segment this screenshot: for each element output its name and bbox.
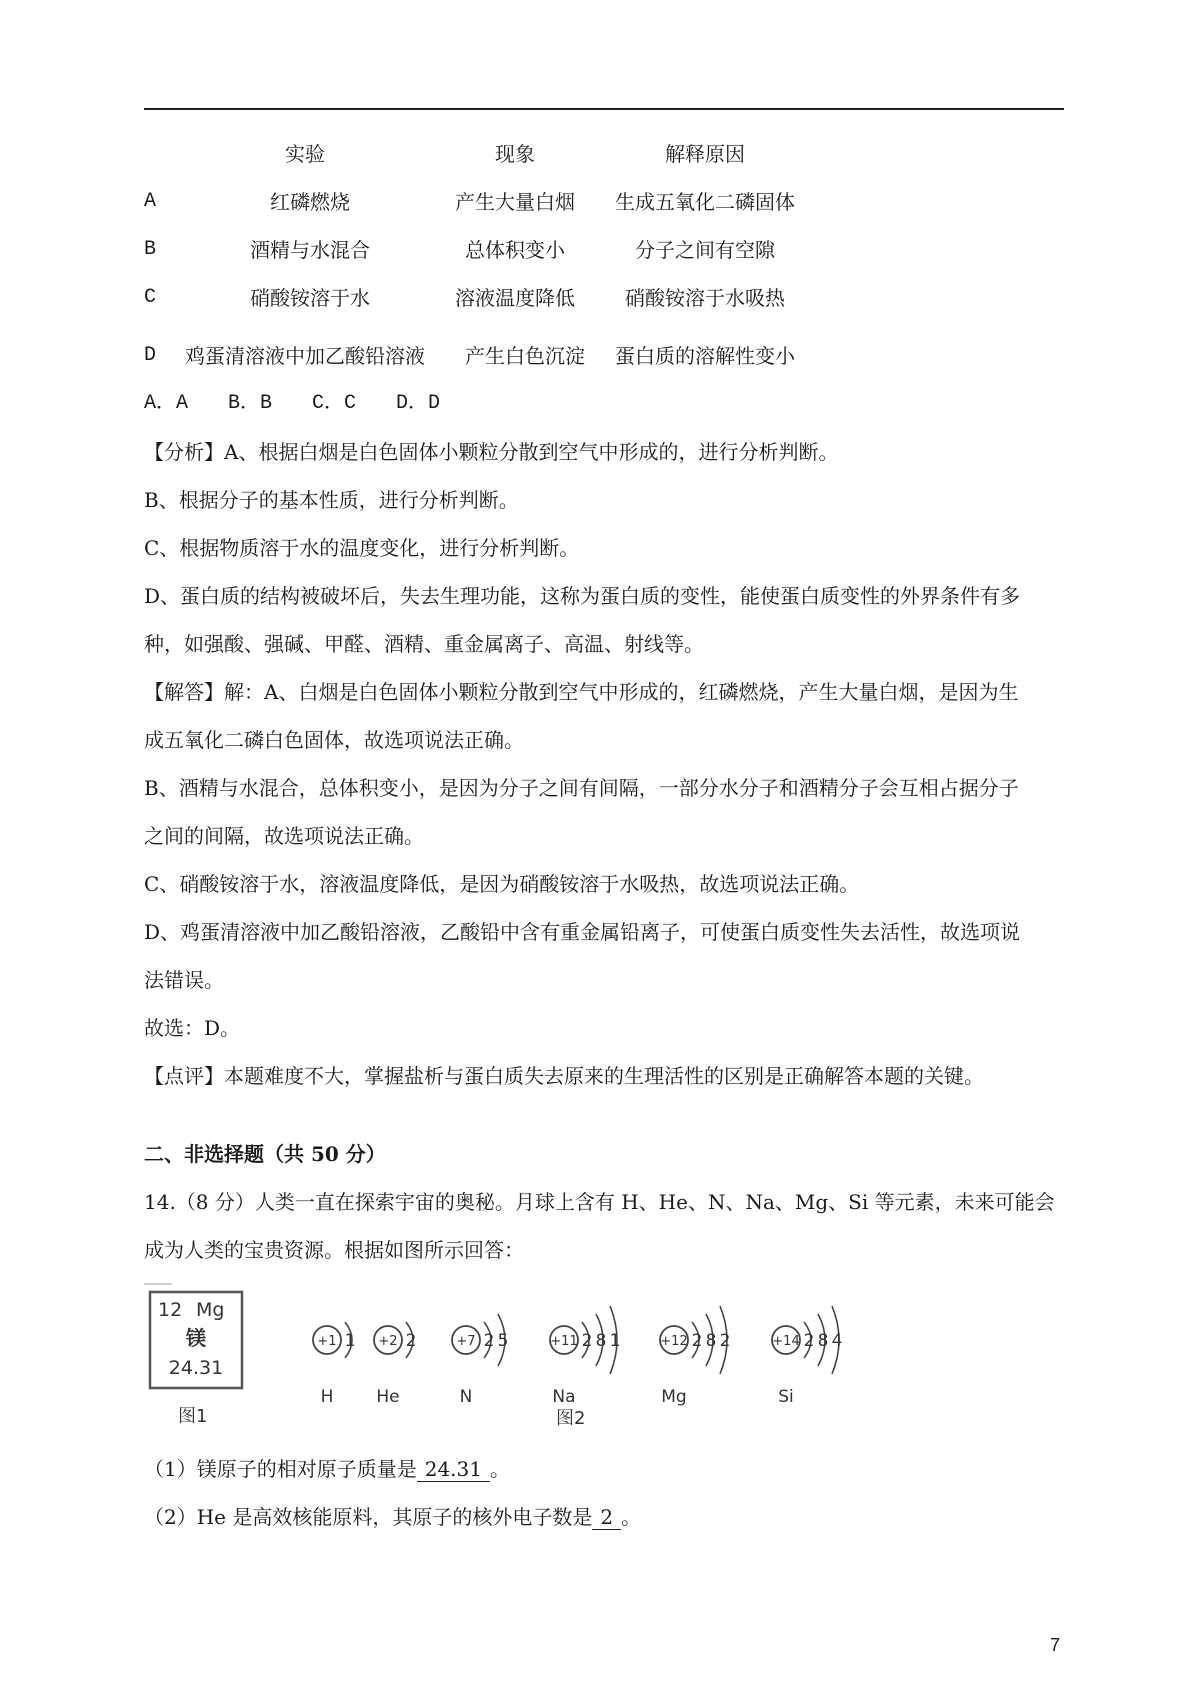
- answer-line: 故选：D。: [144, 1016, 241, 1040]
- electron-count: 2: [719, 1331, 731, 1351]
- electron-count: 8: [595, 1331, 607, 1351]
- option-b: B．B: [228, 392, 273, 415]
- answer-line: 【解答】解：A、白烟是白色固体小颗粒分散到空气中形成的，红磷燃烧，产生大量白烟，是因为生: [144, 680, 1019, 704]
- answer-options: [144, 390, 480, 418]
- element-name: 镁: [186, 1326, 206, 1350]
- atom-symbol: Na: [552, 1387, 576, 1407]
- row-reason: 硝酸铵溶于水吸热: [625, 286, 785, 310]
- sub-question-2: [144, 1503, 641, 1531]
- row-phenomenon: 溶液温度降低: [455, 286, 575, 310]
- element-mass: 24.31: [168, 1357, 224, 1379]
- atom-diagram: [374, 1322, 416, 1407]
- electron-count: 2: [691, 1331, 703, 1351]
- figure-caption-2: 图2: [556, 1408, 586, 1429]
- nucleus-charge: +12: [660, 1334, 688, 1349]
- atom-diagram: [660, 1306, 730, 1407]
- electron-count: 4: [831, 1331, 843, 1351]
- electron-count: 1: [344, 1331, 356, 1351]
- answer-line: D、鸡蛋清溶液中加乙酸铅溶液，乙酸铅中含有重金属铅离子，可使蛋白质变性失去活性，故选项说: [144, 920, 1021, 944]
- atom-symbol: Mg: [661, 1387, 687, 1407]
- atom-diagrams: [313, 1306, 842, 1407]
- answer-line: 法错误。: [144, 968, 224, 992]
- figure-caption-1: 图1: [178, 1406, 208, 1427]
- row-label: D: [144, 344, 157, 367]
- sub-question-1: [144, 1455, 510, 1483]
- nucleus-charge: +1: [317, 1334, 337, 1349]
- nucleus-charge: +2: [378, 1334, 398, 1349]
- electron-count: 5: [497, 1331, 509, 1351]
- nucleus-charge: +7: [456, 1334, 476, 1349]
- comment-line: 【点评】本题难度不大，掌握盐析与蛋白质失去原来的生理活性的区别是正确解答本题的关键。: [144, 1064, 984, 1088]
- sub-question-2-text: （2）He 是高效核能原料，其原子的核外电子数是: [144, 1505, 593, 1529]
- answer-line: 之间的间隔，故选项说法正确。: [144, 824, 424, 848]
- table-header-reason: 解释原因: [665, 142, 745, 166]
- analysis-line: 种，如强酸、强碱、甲醛、酒精、重金属离子、高温、射线等。: [144, 632, 704, 656]
- atom-symbol: H: [320, 1387, 334, 1407]
- element-symbol: Mg: [196, 1299, 225, 1321]
- atom-structure-figure: [138, 1282, 898, 1432]
- atom-diagram: [772, 1306, 842, 1407]
- sub-question-1-end: 。: [490, 1457, 510, 1481]
- table-header-phenomenon: 现象: [495, 142, 535, 166]
- electron-count: 8: [705, 1331, 717, 1351]
- nucleus-charge: +14: [772, 1334, 800, 1349]
- row-reason: 分子之间有空隙: [635, 238, 775, 262]
- row-experiment: 红磷燃烧: [270, 190, 350, 214]
- row-label: A: [144, 190, 157, 213]
- analysis-line: C、根据物质溶于水的温度变化，进行分析判断。: [144, 536, 580, 560]
- atom-symbol: Si: [778, 1387, 794, 1407]
- answer-blank: 24.31: [417, 1457, 490, 1482]
- atom-diagram: [452, 1314, 508, 1407]
- row-experiment: 硝酸铵溶于水: [250, 286, 370, 310]
- row-experiment: 酒精与水混合: [250, 238, 370, 262]
- electron-count: 2: [581, 1331, 593, 1351]
- answer-line: 成五氧化二磷白色固体，故选项说法正确。: [144, 728, 524, 752]
- question-14-line: 14.（8 分）人类一直在探索宇宙的奥秘。月球上含有 H、He、N、Na、Mg、Si 等元素，未来可能会: [144, 1190, 1055, 1214]
- row-experiment: 鸡蛋清溶液中加乙酸铅溶液: [185, 344, 425, 368]
- row-reason: 生成五氧化二磷固体: [615, 190, 795, 214]
- sub-question-2-end: 。: [621, 1505, 642, 1529]
- electron-count: 2: [803, 1331, 815, 1351]
- row-phenomenon: 产生白色沉淀: [465, 344, 585, 368]
- header-rule: [144, 108, 1064, 110]
- option-a: A．A: [144, 392, 189, 415]
- page-number: 7: [1050, 1635, 1061, 1655]
- element-number: 12: [158, 1299, 183, 1321]
- electron-count: 8: [817, 1331, 829, 1351]
- option-c: C．C: [312, 392, 357, 415]
- atom-diagram: [313, 1322, 355, 1407]
- atom-symbol: N: [459, 1387, 473, 1407]
- nucleus-charge: +11: [550, 1334, 578, 1349]
- answer-blank: 2: [592, 1505, 621, 1530]
- answer-line: B、酒精与水混合，总体积变小，是因为分子之间有间隔，一部分水分子和酒精分子会互相占据分子: [144, 776, 1019, 800]
- atom-symbol: He: [376, 1387, 400, 1407]
- row-phenomenon: 总体积变小: [465, 238, 565, 262]
- electron-count: 2: [483, 1331, 495, 1351]
- analysis-line: 【分析】A、根据白烟是白色固体小颗粒分散到空气中形成的，进行分析判断。: [144, 440, 839, 464]
- sub-question-1-text: （1）镁原子的相对原子质量是: [144, 1457, 417, 1481]
- analysis-line: D、蛋白质的结构被破坏后，失去生理功能，这称为蛋白质的变性，能使蛋白质变性的外界条件有多: [144, 584, 1021, 608]
- row-reason: 蛋白质的溶解性变小: [615, 344, 795, 368]
- answer-line: C、硝酸铵溶于水，溶液温度降低，是因为硝酸铵溶于水吸热，故选项说法正确。: [144, 872, 860, 896]
- analysis-line: B、根据分子的基本性质，进行分析判断。: [144, 488, 519, 512]
- row-phenomenon: 产生大量白烟: [455, 190, 575, 214]
- section-title: 二、非选择题（共 50 分）: [144, 1142, 386, 1166]
- electron-count: 1: [609, 1331, 621, 1351]
- option-d: D．D: [396, 392, 441, 415]
- question-14-line: 成为人类的宝贵资源。根据如图所示回答：: [144, 1238, 524, 1262]
- row-label: B: [144, 238, 157, 261]
- electron-count: 2: [405, 1331, 417, 1351]
- atom-diagram: [550, 1306, 620, 1407]
- row-label: C: [144, 286, 157, 309]
- table-header-experiment: 实验: [285, 142, 325, 166]
